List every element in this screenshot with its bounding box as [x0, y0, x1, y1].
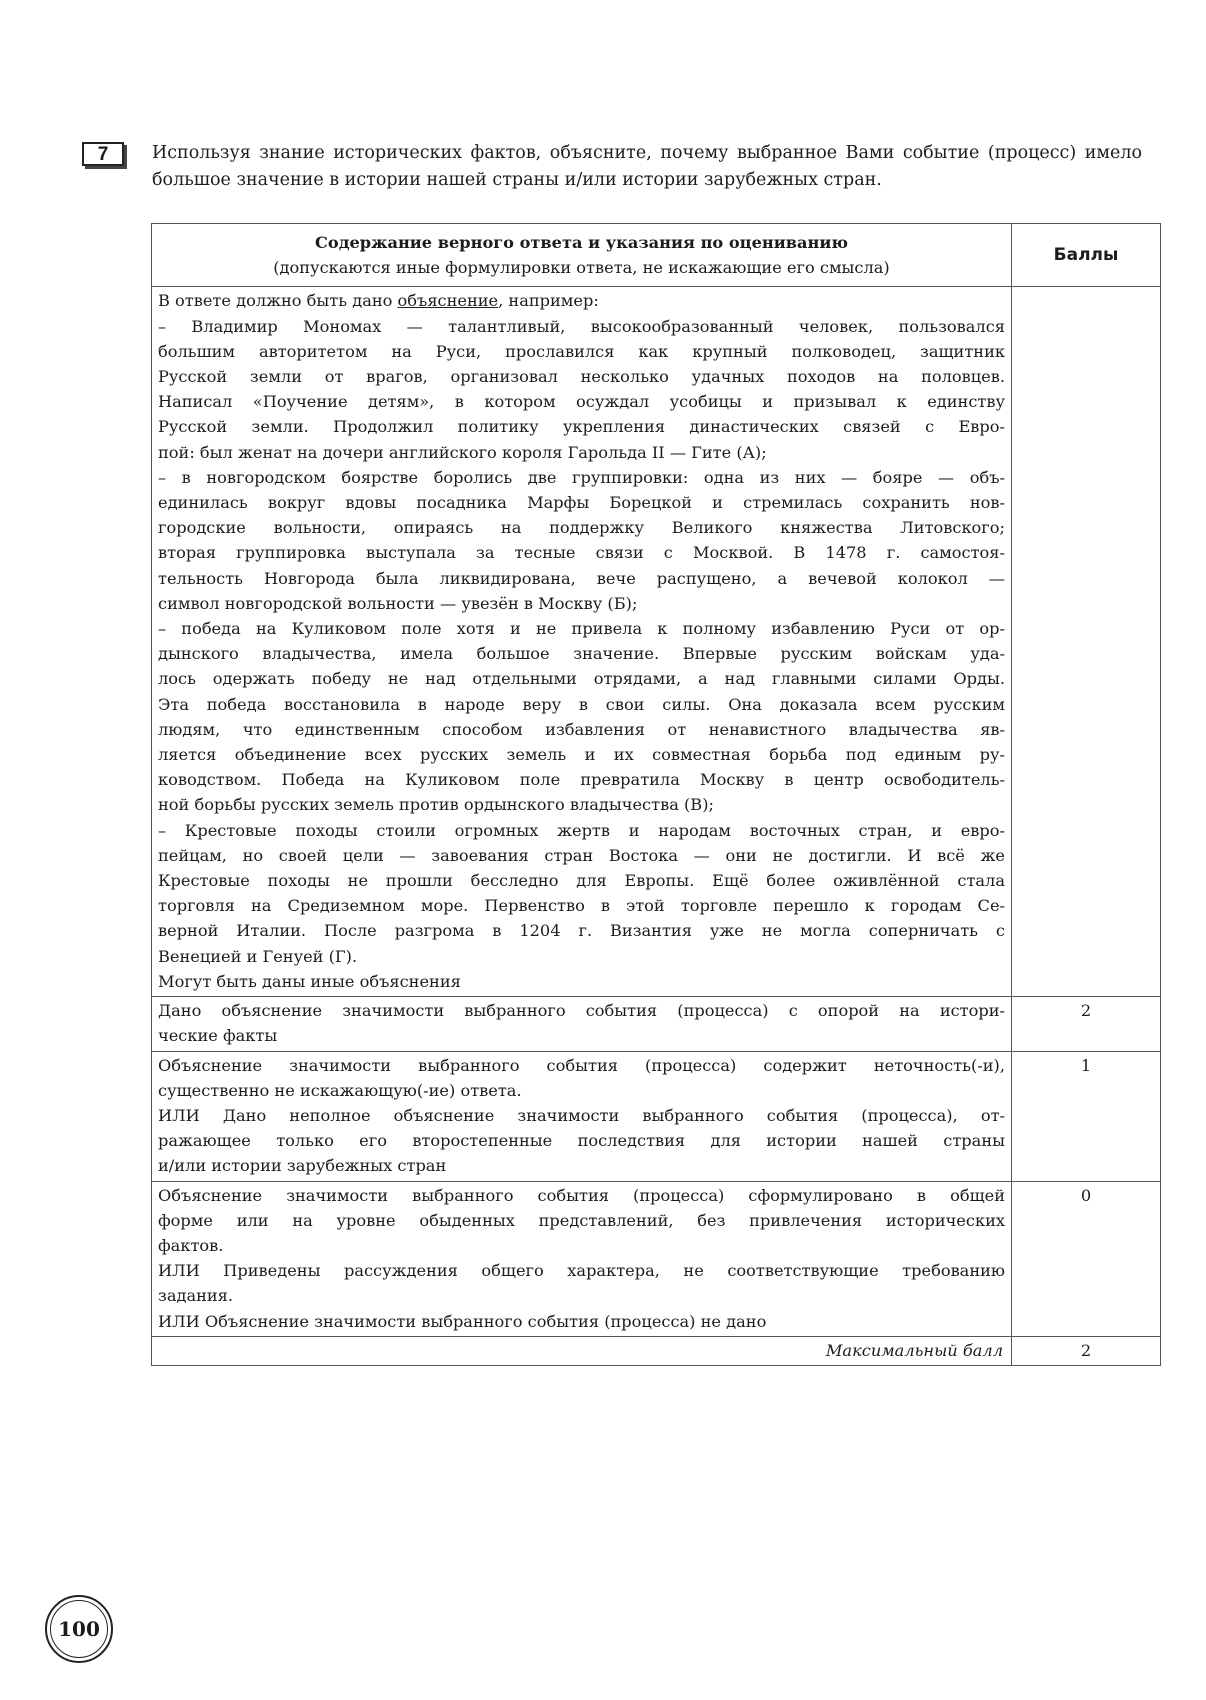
max-score-row	[152, 1336, 1161, 1365]
task-number-badge: 7	[82, 142, 124, 166]
text-line: Эта победа восстановила в народе веру в свои силы. Она доказала всем русским	[158, 694, 1005, 714]
text-line: ководством. Победа на Куликовом поле превратила Москву в центр освободитель-	[158, 770, 1005, 790]
text-line: форме или на уровне обыденных представлений, без привлечения исторических	[158, 1210, 1005, 1230]
text-line: пой: был женат на дочери английского короля Гарольда II — Гите (А);	[158, 442, 767, 462]
header-subtitle: (допускаются иные формулировки ответа, не искажающие его смысла)	[273, 258, 890, 278]
criterion-text	[152, 1051, 1012, 1181]
text-line: лось одержать победу не над отдельными отрядами, а над главными силами Орды.	[158, 669, 1005, 689]
table-header-row	[152, 224, 1161, 287]
criterion-score: 2	[1012, 997, 1161, 1051]
text-line: ИЛИ Объяснение значимости выбранного события (процесса) не дано	[158, 1311, 767, 1331]
text-line: и/или истории зарубежных стран	[158, 1156, 447, 1176]
text-line: пейцам, но своей цели — завоевания стран Востока — они не достигли. И всё же	[158, 845, 1005, 865]
text-line: большим авторитетом на Руси, прославился как крупный полководец, защитник	[158, 341, 1005, 361]
text-line: Дано объяснение значимости выбранного события (процесса) с опорой на истори-	[158, 1001, 1005, 1021]
text-line: Объяснение значимости выбранного события (процесса) сформулировано в общей	[158, 1185, 1005, 1205]
answer-intro-tail: , например:	[498, 291, 599, 311]
text-line: ражающее только его второстепенные последствия для истории нашей страны	[158, 1131, 1005, 1151]
text-line: тельность Новгорода была ликвидирована, вече распущено, а вечевой колокол —	[158, 568, 1005, 588]
text-line: вторая группировка выступала за тесные связи с Москвой. В 1478 г. самостоя-	[158, 543, 1005, 563]
max-score-label: Максимальный балл	[152, 1336, 1012, 1365]
grading-table	[151, 223, 1161, 1366]
criterion-score: 0	[1012, 1181, 1161, 1336]
criterion-row	[152, 1051, 1161, 1181]
answer-lines	[158, 314, 1005, 994]
text-line: Могут быть даны иные объяснения	[158, 971, 461, 991]
answer-intro-underlined: объяснение	[397, 291, 499, 311]
text-line: – в новгородском боярстве боролись две группировки: одна из них — бояре — объ-	[158, 467, 1005, 487]
text-line: ляется объединение всех русских земель и их совместная борьба под единым ру-	[158, 745, 1005, 765]
text-line: единилась вокруг вдовы посадника Марфы Борецкой и стремилась сохранить нов-	[158, 493, 1005, 513]
text-line: дынского владычества, имела большое значение. Впервые русским войскам уда-	[158, 644, 1005, 664]
text-line: торговля на Средиземном море. Первенство в этой торговле перешло к городам Се-	[158, 896, 1005, 916]
text-line: ИЛИ Приведены рассуждения общего характера, не соответствующие требованию	[158, 1261, 1005, 1281]
text-line: ной борьбы русских земель против ордынского владычества (В);	[158, 795, 714, 815]
text-line: городские вольности, опираясь на поддержку Великого княжества Литовского;	[158, 518, 1005, 538]
answer-intro	[158, 288, 1005, 313]
criterion-row	[152, 997, 1161, 1051]
text-line: Русской земли. Продолжил политику укрепления династических связей с Евро-	[158, 417, 1005, 437]
criterion-text	[152, 997, 1012, 1051]
text-line: символ новгородской вольности — увезён в Москву (Б);	[158, 593, 638, 613]
text-line: Крестовые походы не прошли бесследно для Европы. Ещё более оживлённой стала	[158, 871, 1005, 891]
page-number-badge	[45, 1595, 113, 1663]
max-score-value: 2	[1012, 1336, 1161, 1365]
task-prompt: Используя знание исторических фактов, объясните, почему выбранное Вами событие (процесс) имело большое значение в истории нашей страны и/или истории зарубежных стран.	[152, 143, 1142, 190]
text-line: Венецией и Генуей (Г).	[158, 946, 358, 966]
text-line: верной Италии. После разгрома в 1204 г. Византия уже не могла соперничать с	[158, 921, 1005, 941]
criterion-text	[152, 1181, 1012, 1336]
text-line: – Владимир Мономах — талантливый, высокообразованный человек, пользовался	[158, 316, 1005, 336]
text-line: Написал «Поучение детям», в котором осуждал усобицы и призывал к единству	[158, 392, 1005, 412]
text-line: – Крестовые походы стоили огромных жертв и народам восточных стран, и евро-	[158, 820, 1005, 840]
criterion-score: 1	[1012, 1051, 1161, 1181]
answer-content	[152, 287, 1012, 997]
header-title: Содержание верного ответа и указания по оцениванию	[315, 233, 848, 252]
text-line: людям, что единственным способом избавления от ненавистного владычества яв-	[158, 719, 1005, 739]
header-content-cell	[152, 224, 1012, 287]
answer-score-cell	[1012, 287, 1161, 997]
criterion-row	[152, 1181, 1161, 1336]
text-line: Русской земли от врагов, организовал несколько удачных походов на половцев.	[158, 367, 1005, 387]
answer-row	[152, 287, 1161, 997]
text-line: задания.	[158, 1286, 234, 1306]
text-line: ческие факты	[158, 1026, 278, 1046]
header-score-label: Баллы	[1012, 224, 1161, 287]
text-line: Объяснение значимости выбранного события (процесса) содержит неточность(-и),	[158, 1055, 1005, 1075]
answer-intro-text: В ответе должно быть дано	[158, 291, 398, 311]
text-line: ИЛИ Дано неполное объяснение значимости выбранного события (процесса), от-	[158, 1105, 1005, 1125]
text-line: фактов.	[158, 1235, 224, 1255]
page-number: 100	[50, 1600, 108, 1658]
text-line: – победа на Куликовом поле хотя и не привела к полному избавлению Руси от ор-	[158, 619, 1005, 639]
text-line: существенно не искажающую(-ие) ответа.	[158, 1080, 522, 1100]
